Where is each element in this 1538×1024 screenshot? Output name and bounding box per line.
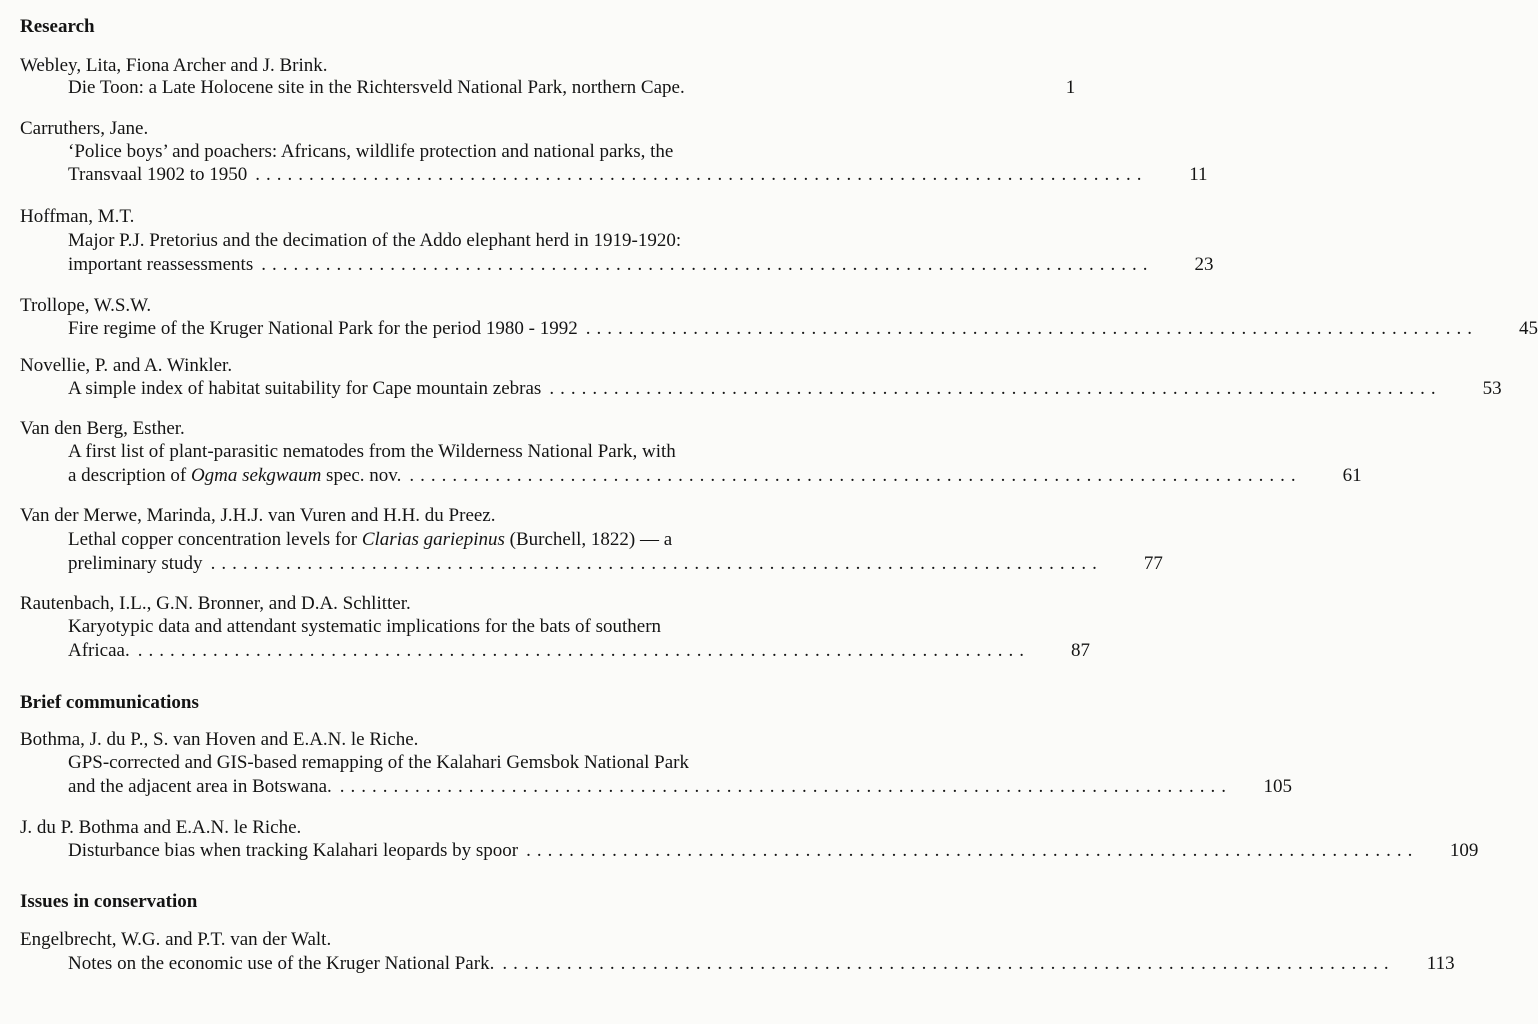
page-number: 61 [1342, 465, 1362, 486]
entry-title: important reassessments [68, 254, 254, 275]
entry-title-line [68, 465, 1362, 487]
entry-title-line [68, 164, 1208, 186]
species-name: Ogma sekgwaum [190, 465, 322, 486]
entry-title: Lethal copper concentration levels for Clarias gariepinus (Burchell, 1822) — a [68, 529, 673, 550]
leader-dots: ................................................................................... [585, 318, 1478, 339]
entry-author: Bothma, J. du P., S. van Hoven and E.A.N. le Riche. [20, 729, 419, 750]
entry-author: Van der Merwe, Marinda, J.H.J. van Vuren and H.H. du Preez. [20, 505, 496, 526]
species-name: Clarias gariepinus [361, 529, 505, 550]
page-number: 77 [1143, 553, 1163, 574]
page-number: 45 [1518, 318, 1538, 339]
entry-title-line [68, 254, 1214, 276]
leader-dots: ................................................................................... [549, 378, 1442, 399]
entry-title: A first list of plant-parasitic nematodes from the Wilderness National Park, with [68, 441, 676, 462]
entry-author: Webley, Lita, Fiona Archer and J. Brink. [20, 55, 328, 76]
leader-dots: ................................................................................... [502, 953, 1395, 974]
entry-title: ‘Police boys’ and poachers: Africans, wildlife protection and national parks, the [68, 141, 674, 162]
entry-title-line [68, 840, 1479, 862]
entry-title-line [68, 318, 1538, 340]
entry-author: Engelbrecht, W.G. and P.T. van der Walt. [20, 929, 332, 950]
entry-title: Die Toon: a Late Holocene site in the Richtersveld National Park, northern Cape. [68, 77, 685, 98]
entry-title: a description of Ogma sekgwaum spec. nov. [68, 465, 402, 486]
entry-title-line [68, 640, 1090, 662]
leader-dots: ................................................................................... [137, 640, 1030, 661]
entry-author: Carruthers, Jane. [20, 118, 149, 139]
entry-title: Notes on the economic use of the Kruger National Park. [68, 953, 495, 974]
entry-author: Novellie, P. and A. Winkler. [20, 355, 233, 376]
leader-dots: ................................................................................... [255, 164, 1148, 185]
entry-title: Transvaal 1902 to 1950 [68, 164, 248, 185]
entry-author: Rautenbach, I.L., G.N. Bronner, and D.A. Schlitter. [20, 593, 411, 614]
page-number: 87 [1070, 640, 1090, 661]
leader-dots: ................................................................................... [526, 840, 1419, 861]
page-number: 1 [1065, 77, 1076, 98]
entry-title: and the adjacent area in Botswana. [68, 776, 332, 797]
entry-title: preliminary study [68, 553, 203, 574]
entry-title-line [68, 553, 1163, 575]
page-number: 53 [1482, 378, 1502, 399]
entry-author: Van den Berg, Esther. [20, 418, 185, 439]
entry-title: GPS-corrected and GIS-based remapping of the Kalahari Gemsbok National Park [68, 752, 690, 773]
entry-title-line [68, 953, 1455, 975]
section-heading-research: Research [20, 16, 95, 37]
entry-title: Africaa. [68, 640, 130, 661]
entry-title-line [68, 378, 1502, 400]
leader-dots: ................................................................................... [261, 254, 1154, 275]
entry-title-line [68, 77, 1076, 99]
entry-title: Disturbance bias when tracking Kalahari leopards by spoor [68, 840, 519, 861]
page-number: 23 [1194, 254, 1214, 275]
page-number: 11 [1189, 164, 1208, 185]
entry-author: Hoffman, M.T. [20, 206, 135, 227]
leader-dots: ................................................................................... [339, 776, 1233, 797]
entry-title-line [68, 776, 1293, 798]
entry-title: Karyotypic data and attendant systematic implications for the bats of southern [68, 616, 662, 637]
page-number: 109 [1449, 840, 1479, 861]
entry-author: Trollope, W.S.W. [20, 295, 152, 316]
leader-dots: ................................................................................... [210, 553, 1103, 574]
section-heading-brief-communications: Brief communications [20, 692, 199, 713]
entry-title: Fire regime of the Kruger National Park for the period 1980 - 1992 [68, 318, 578, 339]
entry-author: J. du P. Bothma and E.A.N. le Riche. [20, 817, 302, 838]
leader-dots: ................................................................................... [409, 465, 1302, 486]
page-number: 105 [1263, 776, 1293, 797]
entry-title: Major P.J. Pretorius and the decimation of the Addo elephant herd in 1919-1920: [68, 230, 682, 251]
page-number: 113 [1426, 953, 1455, 974]
section-heading-issues-in-conservation: Issues in conservation [20, 891, 198, 912]
entry-title: A simple index of habitat suitability for Cape mountain zebras [68, 378, 542, 399]
